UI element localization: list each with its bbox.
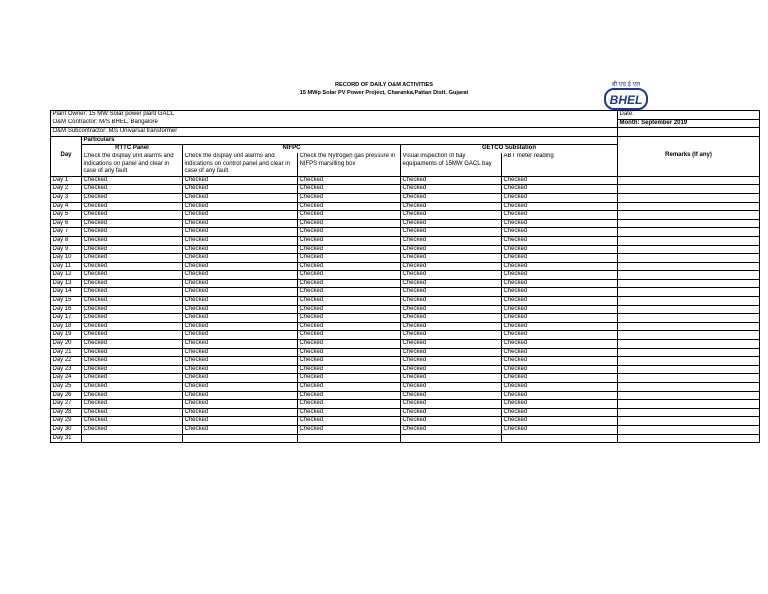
abt-meter-cell (502, 434, 618, 443)
nitrogen-pressure-cell: Checked (298, 202, 401, 211)
bay-inspection-cell: Checked (401, 254, 502, 263)
remarks-cell (618, 314, 760, 323)
abt-meter-cell: Checked (502, 365, 618, 374)
bay-inspection-cell: Checked (401, 279, 502, 288)
table-row (51, 331, 760, 340)
day-cell: Day 25 (51, 383, 82, 392)
abt-meter-cell: Checked (502, 228, 618, 237)
abt-meter-cell: Checked (502, 408, 618, 417)
info-spacer (618, 128, 760, 137)
day-cell: Day 22 (51, 357, 82, 366)
nitrogen-pressure-cell (298, 434, 401, 443)
nifpc-display-cell: Checked (183, 228, 298, 237)
remarks-cell (618, 271, 760, 280)
rttc-check-cell: Checked (82, 297, 183, 306)
bay-inspection-cell (401, 434, 502, 443)
nifpc-display-cell: Checked (183, 314, 298, 323)
day-cell: Day 11 (51, 262, 82, 271)
nifpc-display-cell (183, 434, 298, 443)
abt-meter-cell: Checked (502, 322, 618, 331)
rttc-check-header: Check the display unit alarms and indications on panel and clear in case of any fault (82, 153, 183, 176)
table-row (51, 391, 760, 400)
day-cell: Day 7 (51, 228, 82, 237)
bay-inspection-cell: Checked (401, 348, 502, 357)
remarks-cell (618, 322, 760, 331)
day-cell: Day 27 (51, 400, 82, 409)
nifpc-display-cell: Checked (183, 262, 298, 271)
bay-inspection-cell: Checked (401, 262, 502, 271)
nifpc-display-cell: Checked (183, 176, 298, 185)
rttc-check-cell: Checked (82, 228, 183, 237)
abt-meter-cell: Checked (502, 383, 618, 392)
remarks-cell (618, 211, 760, 220)
remarks-cell (618, 279, 760, 288)
bay-inspection-cell: Checked (401, 228, 502, 237)
abt-meter-cell: Checked (502, 400, 618, 409)
abt-meter-cell: Checked (502, 193, 618, 202)
table-row (51, 417, 760, 426)
plant-owner: Plant Owner: 15 MW Solar power plant GACL (51, 111, 618, 120)
bay-inspection-cell: Checked (401, 365, 502, 374)
day-cell: Day 5 (51, 211, 82, 220)
remarks-cell (618, 331, 760, 340)
rttc-check-cell: Checked (82, 271, 183, 280)
nitrogen-pressure-cell: Checked (298, 340, 401, 349)
nitrogen-pressure-cell: Checked (298, 185, 401, 194)
remarks-cell (618, 288, 760, 297)
remarks-header: Remarks (If any) (618, 136, 760, 176)
table-row (51, 219, 760, 228)
nitrogen-pressure-header: Check the Nytrogen gas pressure in NIFPS marsilling box (298, 153, 401, 176)
nifpc-header: NIFPC (183, 145, 401, 153)
remarks-cell (618, 202, 760, 211)
abt-meter-cell: Checked (502, 417, 618, 426)
table-row (51, 271, 760, 280)
remarks-cell (618, 365, 760, 374)
remarks-cell (618, 305, 760, 314)
remarks-cell (618, 245, 760, 254)
logo-hindi-text: बी एच ई एल (611, 81, 641, 88)
remarks-cell (618, 340, 760, 349)
abt-meter-cell: Checked (502, 245, 618, 254)
rttc-check-cell: Checked (82, 305, 183, 314)
remarks-cell (618, 185, 760, 194)
nitrogen-pressure-cell: Checked (298, 254, 401, 263)
nifpc-display-check-header: Check the display unit alarms and indications on control panel and clear in case of any fault (183, 153, 298, 176)
nifpc-display-cell: Checked (183, 193, 298, 202)
abt-meter-cell: Checked (502, 357, 618, 366)
nifpc-display-cell: Checked (183, 400, 298, 409)
nitrogen-pressure-cell: Checked (298, 331, 401, 340)
table-row (51, 262, 760, 271)
table-row (51, 228, 760, 237)
rttc-check-cell: Checked (82, 383, 183, 392)
abt-meter-cell: Checked (502, 236, 618, 245)
day-header: Day (51, 136, 82, 176)
remarks-cell (618, 219, 760, 228)
nifpc-display-cell: Checked (183, 391, 298, 400)
table-row (51, 434, 760, 443)
table-row (51, 185, 760, 194)
abt-meter-cell: Checked (502, 348, 618, 357)
table-row (51, 348, 760, 357)
day-cell: Day 18 (51, 322, 82, 331)
rttc-check-cell: Checked (82, 374, 183, 383)
rttc-check-cell: Checked (82, 193, 183, 202)
rttc-check-cell: Checked (82, 279, 183, 288)
rttc-check-cell: Checked (82, 254, 183, 263)
nifpc-display-cell: Checked (183, 245, 298, 254)
nitrogen-pressure-cell: Checked (298, 211, 401, 220)
day-cell: Day 19 (51, 331, 82, 340)
nitrogen-pressure-cell: Checked (298, 245, 401, 254)
rttc-check-cell: Checked (82, 176, 183, 185)
remarks-cell (618, 391, 760, 400)
table-row (51, 245, 760, 254)
bay-inspection-cell: Checked (401, 408, 502, 417)
nifpc-display-cell: Checked (183, 236, 298, 245)
day-cell: Day 23 (51, 365, 82, 374)
nitrogen-pressure-cell: Checked (298, 176, 401, 185)
rttc-check-cell: Checked (82, 211, 183, 220)
remarks-cell (618, 400, 760, 409)
remarks-cell (618, 374, 760, 383)
bay-inspection-cell: Checked (401, 425, 502, 434)
bay-inspection-cell: Checked (401, 211, 502, 220)
remarks-cell (618, 434, 760, 443)
nitrogen-pressure-cell: Checked (298, 193, 401, 202)
nifpc-display-cell: Checked (183, 279, 298, 288)
rttc-check-cell: Checked (82, 357, 183, 366)
rttc-check-cell: Checked (82, 314, 183, 323)
nitrogen-pressure-cell: Checked (298, 391, 401, 400)
nitrogen-pressure-cell: Checked (298, 400, 401, 409)
bay-inspection-cell: Checked (401, 193, 502, 202)
day-cell: Day 10 (51, 254, 82, 263)
bay-inspection-cell: Checked (401, 305, 502, 314)
abt-meter-cell: Checked (502, 288, 618, 297)
rttc-check-cell: Checked (82, 219, 183, 228)
abt-meter-cell: Checked (502, 340, 618, 349)
abt-meter-cell: Checked (502, 211, 618, 220)
remarks-cell (618, 254, 760, 263)
nitrogen-pressure-cell: Checked (298, 348, 401, 357)
nitrogen-pressure-cell: Checked (298, 417, 401, 426)
nitrogen-pressure-cell: Checked (298, 305, 401, 314)
remarks-cell (618, 236, 760, 245)
day-cell: Day 13 (51, 279, 82, 288)
bay-inspection-header: Visual inspection of bay equipaments of 15MW GACL bay (401, 153, 502, 176)
nitrogen-pressure-cell: Checked (298, 236, 401, 245)
table-row (51, 254, 760, 263)
nifpc-display-cell: Checked (183, 305, 298, 314)
day-cell: Day 1 (51, 176, 82, 185)
bay-inspection-cell: Checked (401, 271, 502, 280)
table-row (51, 365, 760, 374)
table-row (51, 425, 760, 434)
nifpc-display-cell: Checked (183, 254, 298, 263)
nifpc-display-cell: Checked (183, 357, 298, 366)
rttc-check-cell: Checked (82, 245, 183, 254)
abt-meter-cell: Checked (502, 254, 618, 263)
nitrogen-pressure-cell: Checked (298, 271, 401, 280)
abt-meter-cell: Checked (502, 176, 618, 185)
nitrogen-pressure-cell: Checked (298, 297, 401, 306)
day-cell: Day 30 (51, 425, 82, 434)
bay-inspection-cell: Checked (401, 297, 502, 306)
rttc-check-cell: Checked (82, 288, 183, 297)
bay-inspection-cell: Checked (401, 331, 502, 340)
day-cell: Day 9 (51, 245, 82, 254)
bay-inspection-cell: Checked (401, 185, 502, 194)
nifpc-display-cell: Checked (183, 288, 298, 297)
abt-meter-cell: Checked (502, 202, 618, 211)
bay-inspection-cell: Checked (401, 314, 502, 323)
nitrogen-pressure-cell: Checked (298, 365, 401, 374)
bay-inspection-cell: Checked (401, 417, 502, 426)
abt-meter-header: ABT meter reading (502, 153, 618, 176)
day-cell: Day 28 (51, 408, 82, 417)
om-activities-table (50, 110, 760, 443)
bay-inspection-cell: Checked (401, 383, 502, 392)
rttc-check-cell: Checked (82, 417, 183, 426)
nitrogen-pressure-cell: Checked (298, 374, 401, 383)
rttc-check-cell: Checked (82, 365, 183, 374)
nitrogen-pressure-cell: Checked (298, 314, 401, 323)
nifpc-display-cell: Checked (183, 331, 298, 340)
rttc-check-cell: Checked (82, 425, 183, 434)
table-row (51, 202, 760, 211)
day-cell: Day 2 (51, 185, 82, 194)
document-title: RECORD OF DAILY O&M ACTIVITIES (334, 82, 433, 88)
day-cell: Day 29 (51, 417, 82, 426)
abt-meter-cell: Checked (502, 262, 618, 271)
abt-meter-cell: Checked (502, 185, 618, 194)
abt-meter-cell: Checked (502, 331, 618, 340)
nifpc-display-cell: Checked (183, 211, 298, 220)
nifpc-display-cell: Checked (183, 271, 298, 280)
bay-inspection-cell: Checked (401, 288, 502, 297)
day-cell: Day 17 (51, 314, 82, 323)
table-row (51, 211, 760, 220)
remarks-cell (618, 228, 760, 237)
nifpc-display-cell: Checked (183, 297, 298, 306)
nifpc-display-cell: Checked (183, 365, 298, 374)
remarks-cell (618, 297, 760, 306)
nifpc-display-cell: Checked (183, 425, 298, 434)
day-cell: Day 15 (51, 297, 82, 306)
day-cell: Day 6 (51, 219, 82, 228)
table-row (51, 357, 760, 366)
getco-substation-header: GETCO Substation (401, 145, 618, 153)
day-cell: Day 16 (51, 305, 82, 314)
table-row (51, 322, 760, 331)
nifpc-display-cell: Checked (183, 417, 298, 426)
rttc-check-cell: Checked (82, 262, 183, 271)
nitrogen-pressure-cell: Checked (298, 288, 401, 297)
table-row (51, 288, 760, 297)
abt-meter-cell: Checked (502, 219, 618, 228)
bay-inspection-cell: Checked (401, 219, 502, 228)
bay-inspection-cell: Checked (401, 374, 502, 383)
abt-meter-cell: Checked (502, 271, 618, 280)
rttc-check-cell: Checked (82, 331, 183, 340)
rttc-check-cell: Checked (82, 391, 183, 400)
remarks-cell (618, 262, 760, 271)
table-row (51, 176, 760, 185)
remarks-cell (618, 408, 760, 417)
particulars-header: Particulars (82, 136, 618, 145)
nitrogen-pressure-cell: Checked (298, 219, 401, 228)
nifpc-display-cell: Checked (183, 185, 298, 194)
bay-inspection-cell: Checked (401, 245, 502, 254)
bay-inspection-cell: Checked (401, 357, 502, 366)
rttc-check-cell (82, 434, 183, 443)
day-cell: Day 14 (51, 288, 82, 297)
abt-meter-cell: Checked (502, 297, 618, 306)
nitrogen-pressure-cell: Checked (298, 383, 401, 392)
rttc-check-cell: Checked (82, 236, 183, 245)
rttc-panel-header: RTTC Panel (82, 145, 183, 153)
abt-meter-cell: Checked (502, 305, 618, 314)
nitrogen-pressure-cell: Checked (298, 228, 401, 237)
table-row (51, 314, 760, 323)
bay-inspection-cell: Checked (401, 322, 502, 331)
nitrogen-pressure-cell: Checked (298, 262, 401, 271)
subcontractor: O&M Subcontractor: M/s Univarsal transformer (51, 128, 618, 137)
day-cell: Day 21 (51, 348, 82, 357)
bay-inspection-cell: Checked (401, 391, 502, 400)
rttc-check-cell: Checked (82, 322, 183, 331)
nifpc-display-cell: Checked (183, 202, 298, 211)
table-row (51, 279, 760, 288)
table-row (51, 374, 760, 383)
remarks-cell (618, 193, 760, 202)
table-row (51, 297, 760, 306)
nifpc-display-cell: Checked (183, 219, 298, 228)
remarks-cell (618, 348, 760, 357)
rttc-check-cell: Checked (82, 185, 183, 194)
table-row (51, 236, 760, 245)
nitrogen-pressure-cell: Checked (298, 408, 401, 417)
remarks-cell (618, 357, 760, 366)
nifpc-display-cell: Checked (183, 322, 298, 331)
nifpc-display-cell: Checked (183, 383, 298, 392)
table-row (51, 305, 760, 314)
nitrogen-pressure-cell: Checked (298, 322, 401, 331)
day-cell: Day 26 (51, 391, 82, 400)
nitrogen-pressure-cell: Checked (298, 279, 401, 288)
nifpc-display-cell: Checked (183, 348, 298, 357)
bay-inspection-cell: Checked (401, 340, 502, 349)
bay-inspection-cell: Checked (401, 236, 502, 245)
remarks-cell (618, 383, 760, 392)
day-cell: Day 20 (51, 340, 82, 349)
document-subtitle: 15 MWp Solar PV Power Project, Charanka,Pattan Distt. Gujarat (299, 90, 469, 96)
day-cell: Day 8 (51, 236, 82, 245)
nitrogen-pressure-cell: Checked (298, 357, 401, 366)
rttc-check-cell: Checked (82, 340, 183, 349)
rttc-check-cell: Checked (82, 348, 183, 357)
rttc-check-cell: Checked (82, 400, 183, 409)
month-label: Month: September 2019 (618, 119, 760, 128)
logo-text: BHEL (609, 93, 643, 107)
nifpc-display-cell: Checked (183, 340, 298, 349)
rttc-check-cell: Checked (82, 202, 183, 211)
bay-inspection-cell: Checked (401, 202, 502, 211)
bay-inspection-cell: Checked (401, 176, 502, 185)
remarks-cell (618, 176, 760, 185)
date-label: Date: (618, 111, 760, 120)
abt-meter-cell: Checked (502, 314, 618, 323)
table-row (51, 340, 760, 349)
abt-meter-cell: Checked (502, 374, 618, 383)
nitrogen-pressure-cell: Checked (298, 425, 401, 434)
table-row (51, 193, 760, 202)
rttc-check-cell: Checked (82, 408, 183, 417)
day-cell: Day 31 (51, 434, 82, 443)
table-row (51, 408, 760, 417)
nifpc-display-cell: Checked (183, 374, 298, 383)
day-cell: Day 12 (51, 271, 82, 280)
contractor: O&M Contractor: M/S BHEL, Bangalore (51, 119, 618, 128)
abt-meter-cell: Checked (502, 279, 618, 288)
nifpc-display-cell: Checked (183, 408, 298, 417)
day-cell: Day 4 (51, 202, 82, 211)
table-row (51, 400, 760, 409)
bay-inspection-cell: Checked (401, 400, 502, 409)
abt-meter-cell: Checked (502, 391, 618, 400)
day-cell: Day 3 (51, 193, 82, 202)
day-cell: Day 24 (51, 374, 82, 383)
table-row (51, 383, 760, 392)
abt-meter-cell: Checked (502, 425, 618, 434)
remarks-cell (618, 425, 760, 434)
remarks-cell (618, 417, 760, 426)
